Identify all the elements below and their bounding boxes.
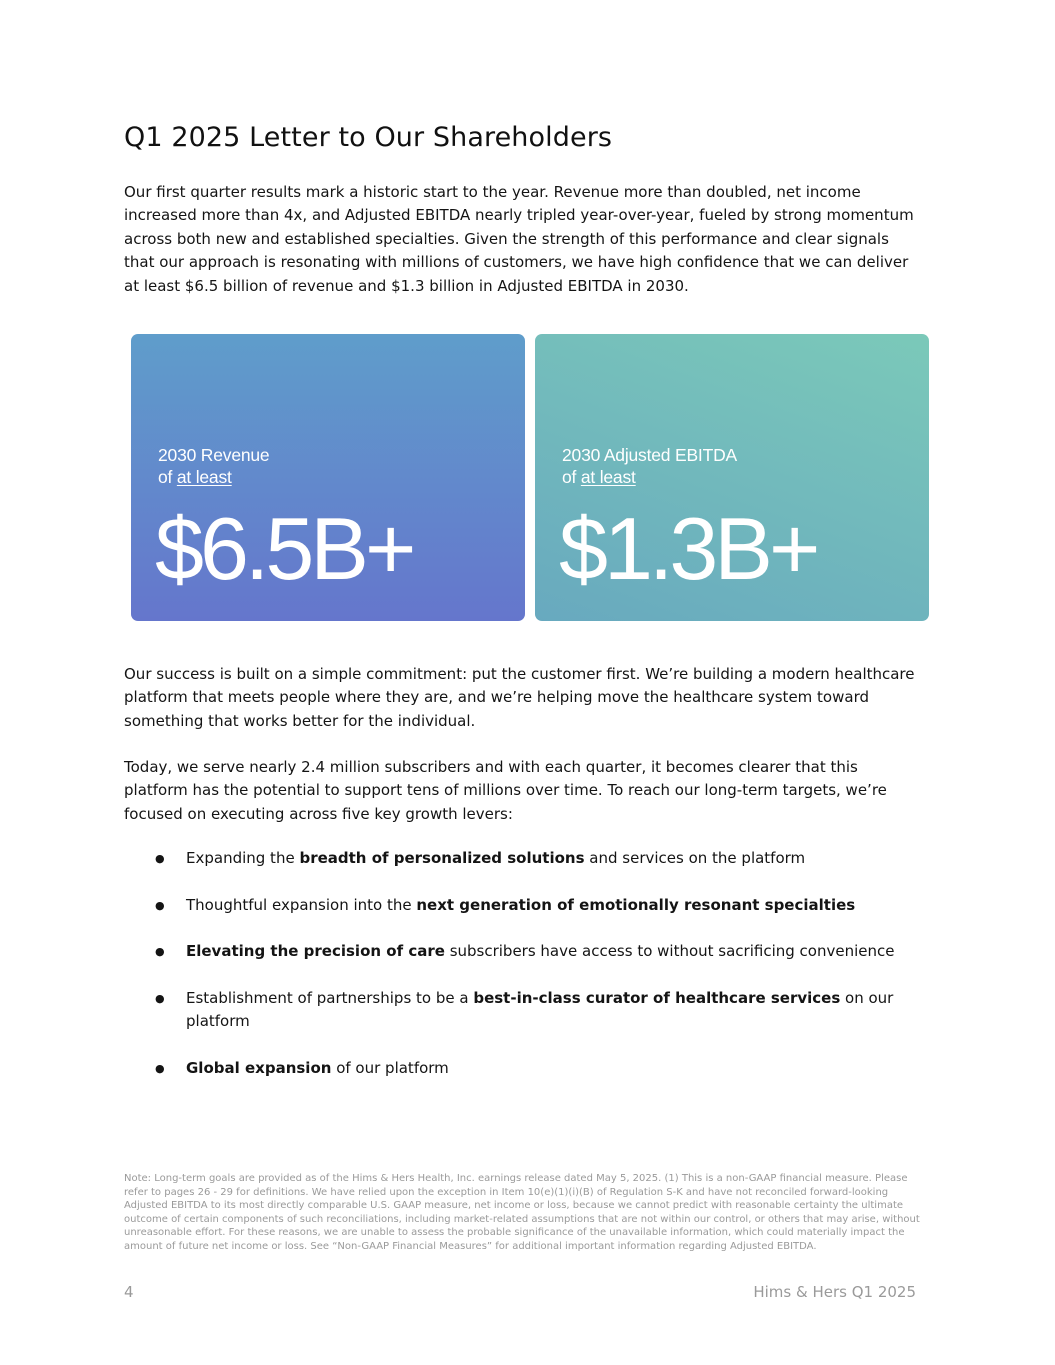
- bullet-text-post: subscribers have access to without sacrificing convenience: [444, 942, 895, 961]
- revenue-card-label: [158, 444, 269, 488]
- intro-paragraph: Our first quarter results mark a historic start to the year. Revenue more than doubled, net income increased more than 4x, and Adjusted EBITDA nearly tripled year-over-year, fueled by strong momentum across both new and established specialties. Given the strength of this performance and clear signals that our approach is resonating with millions of customers, we have high confidence that we can deliver at least $6.5 billion of revenue and $1.3 billion in Adjusted EBITDA in 2030.: [124, 183, 914, 295]
- bullet-text-post: of our platform: [331, 1058, 449, 1077]
- revenue-card-label-line1: 2030 Revenue: [158, 445, 270, 465]
- revenue-target-card: [131, 334, 525, 621]
- bullet-text-pre: Establishment of partnerships to be a: [186, 988, 474, 1007]
- ebitda-card-label-of: of: [562, 467, 581, 487]
- revenue-card-label-of: of: [158, 467, 177, 487]
- revenue-card-value: $6.5B+: [155, 499, 413, 598]
- customer-first-paragraph: Our success is built on a simple commitment: put the customer first. We’re building a modern healthcare platform that meets people where they are, and we’re helping move the healthcare system toward something that works better for the individual.: [124, 665, 915, 730]
- ebitda-target-card: [535, 334, 929, 621]
- list-item: [124, 987, 924, 1034]
- bullet-text-pre: Expanding the: [186, 849, 300, 867]
- growth-levers-list: [124, 847, 924, 1103]
- ebitda-card-label-at-least: at least: [580, 467, 636, 487]
- bullet-text-post: on our platform: [186, 988, 894, 1031]
- list-item: [124, 940, 924, 963]
- bullet-text-bold: breadth of personalized solutions: [299, 849, 585, 867]
- bullet-text-bold: best-in-class curator of healthcare services: [473, 988, 841, 1007]
- bullet-text-bold: next generation of emotionally resonant specialties: [416, 895, 856, 914]
- bullet-text-post: and services on the platform: [584, 849, 806, 867]
- list-item: [124, 894, 924, 917]
- growth-levers-intro-paragraph: Today, we serve nearly 2.4 million subscribers and with each quarter, it becomes clearer that this platform has the potential to support tens of millions over time. To reach our long-term targets, we’re focused on executing across five key growth levers:: [124, 758, 887, 823]
- list-item: [124, 1057, 924, 1080]
- footnote: Note: Long-term goals are provided as of the Hims & Hers Health, Inc. earnings release dated May 5, 2025. (1) This is a non-GAAP financial measure. Please refer to pages 26 - 29 for definitions. We have relied upon the exception in Item 10(e)(1)(i)(B) of Regulation S-K and have not reconciled forward-looking Adjusted EBITDA to its most directly comparable U.S. GAAP measure, net income or loss, because we cannot predict with reasonable certainty the ultimate outcome of certain components of such reconciliations, including market-related assumptions that are not within our control, or others that may arise, without unreasonable effort. For these reasons, we are unable to assess the probable significance of the unavailable information, which could materially impact the amount of future net income or loss. See “Non-GAAP Financial Measures” for additional important information regarding Adjusted EBITDA.: [124, 1173, 920, 1252]
- page-number: 4: [124, 1283, 134, 1301]
- revenue-card-label-at-least: at least: [176, 467, 232, 487]
- target-cards: [131, 334, 929, 621]
- page-title: Q1 2025 Letter to Our Shareholders: [124, 122, 613, 153]
- ebitda-card-label-line1: 2030 Adjusted EBITDA: [562, 445, 737, 465]
- list-item: [124, 847, 924, 870]
- bullet-text-bold: Elevating the precision of care: [186, 942, 445, 961]
- footer-brand: Hims & Hers Q1 2025: [753, 1283, 916, 1301]
- bullet-text-pre: Thoughtful expansion into the: [186, 895, 417, 914]
- bullet-text-bold: Global expansion: [186, 1058, 332, 1077]
- ebitda-card-value: $1.3B+: [559, 499, 817, 598]
- ebitda-card-label: [562, 444, 737, 488]
